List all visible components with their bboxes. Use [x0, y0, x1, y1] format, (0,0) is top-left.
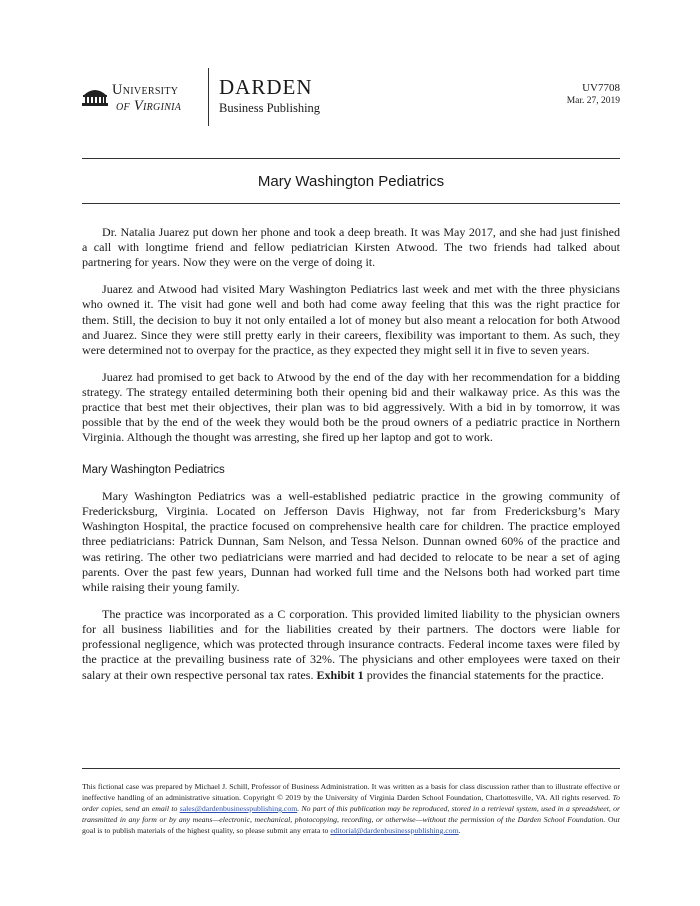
case-body [82, 225, 620, 694]
case-number: UV7708 [582, 82, 620, 94]
darden-logo [219, 76, 320, 116]
footer-rule [82, 768, 620, 769]
text-run: provides the financial statements for the practice. [363, 667, 604, 682]
uva-wordmark [112, 82, 181, 114]
footer-notice [82, 781, 620, 836]
exhibit-reference: Exhibit 1 [316, 667, 364, 682]
text-run: The practice was incorporated as a C corporation. This provided limited liability to the physician owners for all business liabilities and for the liabilities created by their partners. The doctors were liable for professional negligence, which was protected through insurance contracts. Federal income taxes were filed by the practice at the prevailing business rate of 32%. The physicians and other employees were taxed on their salary at their own respective personal tax rates. [82, 606, 620, 682]
header-divider [208, 68, 209, 126]
uva-line2: of Virginia [116, 98, 182, 114]
case-date: Mar. 27, 2019 [566, 96, 620, 106]
footer-text: Our goal is to publish materials of the highest quality, so please submit any errata to [82, 815, 620, 835]
uva-line1: University [112, 82, 179, 98]
intro-paragraph-1: Dr. Natalia Juarez put down her phone and took a deep breath. It was May 2017, and she had just finished a call with longtime friend and fellow pediatrician Kirsten Atwood. The two friends had talked about partnering for years. Now they were on the verge of doing it. [82, 225, 620, 270]
sales-email-link[interactable]: sales@dardenbusinesspublishing.com [179, 804, 298, 813]
section-paragraph-2 [82, 607, 620, 683]
title-rule [82, 203, 620, 204]
section-paragraph-1: Mary Washington Pediatrics was a well-established pediatric practice in the growing community of Fredericksburg, Virginia. Located on Jefferson Davis Highway, not far from Fredericksburg’s Mary Washington Hospital, the practice focused on comprehensive health care for children. The practice employed three pediatricians: Patrick Dunnan, Sam Nelson, and Tessa Nelson. Dunnan owned 60% of the practice and was retiring. The other two pediatricians were married and had decided to relocate to be near a set of aging parents. Over the past few years, Dunnan had worked full time and the Nelsons both had worked part time while raising their young family. [82, 488, 620, 595]
case-info [567, 82, 620, 108]
intro-paragraph-2: Juarez and Atwood had visited Mary Washington Pediatrics last week and met with the three physicians who owned it. The visit had gone well and both had come away feeling that this was the right practice for them. Still, the decision to buy it not only entailed a lot of money but also meant a relocation for both Atwood and Juarez. Since they were still pretty early in their careers, flexibility was important to them. As such, they were determined not to overpay for the practice, as they expected they might sell it in five to seven years. [82, 282, 620, 357]
top-rule [82, 158, 620, 159]
footer-text: This fictional case was prepared by Michael J. Schill, Professor of Business Administration. It was written as a basis for class discussion rather than to illustrate effective or ineffective handling of an administrative situation. Copyright © 2019 by the University of Virginia Darden School Foundation, Charlottesville, VA. All rights reserved. [82, 782, 620, 802]
page-header [82, 68, 620, 128]
uva-logo [82, 80, 202, 120]
darden-name: DARDEN [219, 75, 313, 99]
footer-text: . [458, 826, 461, 835]
rotunda-icon [82, 86, 108, 106]
case-title: Mary Washington Pediatrics [257, 173, 445, 190]
editorial-email-link[interactable]: editorial@dardenbusinesspublishing.com [330, 826, 459, 835]
section-heading: Mary Washington Pediatrics [82, 463, 225, 476]
intro-paragraph-3: Juarez had promised to get back to Atwood by the end of the day with her recommendation for a bidding strategy. The strategy entailed determining both their opening bid and their walkaway price. As this was the practice that best met their objectives, their plan was to bid aggressively. With a bid in by tomorrow, it was possible that by the end of the week they would both be the proud owners of a pediatric practice in Northern Virginia. Although the thought was arresting, she fired up her laptop and got to work. [82, 369, 620, 445]
footer-italic: . No part of this publication may be reproduced, stored in a retrieval system, used in a spreadsheet, or transmitted in any form or by any means—electronic, mechanical, photocopying, recording, or otherwise—without the permission of the Darden School Foundation. [82, 804, 621, 824]
darden-subtitle: Business Publishing [219, 101, 321, 115]
footer-italic: To order copies, send an email to [82, 793, 620, 813]
